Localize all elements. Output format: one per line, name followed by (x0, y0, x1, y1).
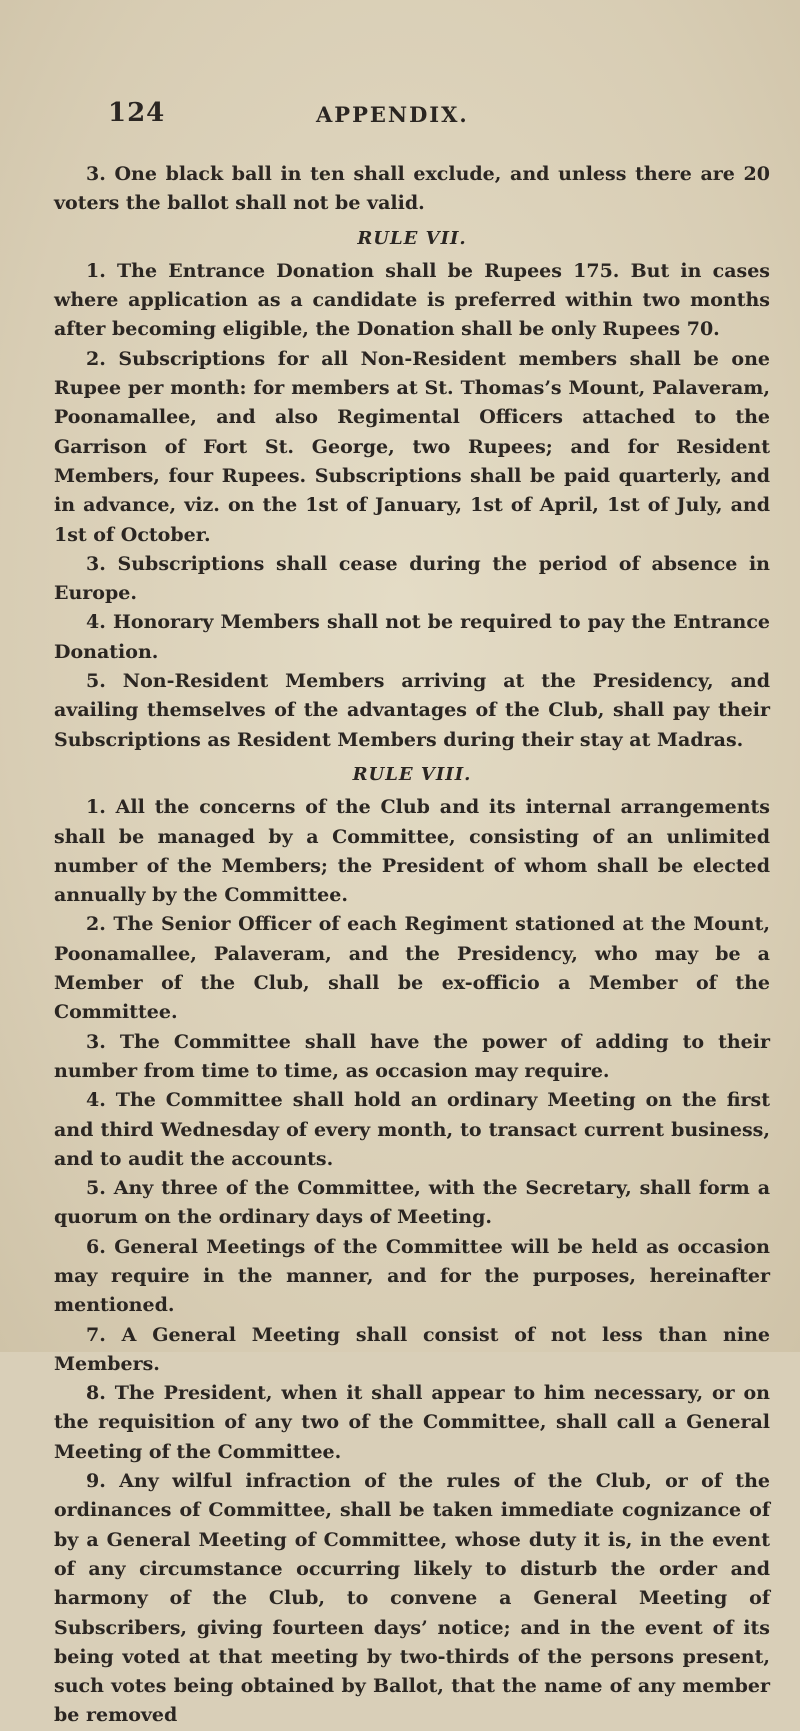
rule-viii-paragraph-1: 1. All the concerns of the Club and its internal arrangements shall be managed by a Committee, consisting of an unlimited number of the Members; the President of whom shall be elected annually by the Committee. (54, 796, 770, 907)
rule-viii-paragraph-7: 7. A General Meeting shall consist of not less than nine Members. (54, 1323, 770, 1375)
rule-vii-paragraph-2: 2. Subscriptions for all Non-Resident members shall be one Rupee per month: for members at St. Thomas’s Mount, Palaveram, Poonamallee, and also Regimental Officers attached to the Garrison of Fort St. George, two Rupees; and for Resident Members, four Rupees. Subscriptions shall be paid quarterly, and in advance, viz. on the 1st of January, 1st of April, 1st of July, and 1st of October. (54, 347, 770, 546)
rule-vii-paragraph-4: 4. Honorary Members shall not be required to pay the Entrance Donation. (54, 611, 770, 663)
rule-vii-paragraph-5: 5. Non-Resident Members arriving at the Presidency, and availing themselves of the advantages of the Club, shall pay their Subscriptions as Resident Members during their stay at Madras. (54, 670, 770, 751)
rule-vii-paragraph-3: 3. Subscriptions shall cease during the period of absence in Europe. (54, 552, 770, 605)
page-number: 124 (108, 98, 166, 128)
body-text (54, 160, 770, 1731)
rule-viii-paragraph-4: 4. The Committee shall hold an ordinary Meeting on the first and third Wednesday of every month, to transact current business, and to audit the accounts. (54, 1089, 770, 1170)
rule-viii-paragraph-8: 8. The President, when it shall appear to him necessary, or on the requisition of any two of the Committee, shall call a General Meeting of the Committee. (54, 1382, 770, 1463)
rule-vii-heading: RULE VII. (357, 227, 467, 249)
rule-viii-paragraph-9: 9. Any wilful infraction of the rules of the Club, or of the ordinances of Committee, shall be taken immediate cognizance of by a General Meeting of Committee, whose duty it is, in the event of any circumstance occurring likely to disturb the order and harmony of the Club, to convene a General Meeting of Subscribers, giving fourteen days’ notice; and in the event of its being voted at that meeting by two-thirds of the persons present, such votes being obtained by Ballot, that the name of any member be removed (54, 1470, 770, 1727)
rule-viii-paragraph-5: 5. Any three of the Committee, with the Secretary, shall form a quorum on the ordinary days of Meeting. (54, 1177, 770, 1229)
rule-vii-paragraph-1: 1. The Entrance Donation shall be Rupees 175. But in cases where application as a candidate is preferred within two months after becoming eligible, the Donation shall be only Rupees 70. (54, 259, 770, 341)
page-header (108, 98, 668, 130)
running-head: APPENDIX. (316, 102, 469, 127)
rule-viii-heading: RULE VIII. (352, 763, 472, 785)
rule-viii-paragraph-6: 6. General Meetings of the Committee will be held as occasion may require in the manner, and for the purposes, hereinafter mentioned. (54, 1235, 770, 1317)
rule-viii-paragraph-2: 2. The Senior Officer of each Regiment stationed at the Mount, Poonamallee, Palaveram, and the Presidency, who may be a Member of the Club, shall be ex-officio a Member of the Committee. (54, 913, 770, 1024)
intro-paragraph: 3. One black ball in ten shall exclude, and unless there are 20 voters the ballot shall not be valid. (54, 163, 770, 215)
rule-viii-paragraph-3: 3. The Committee shall have the power of adding to their number from time to time, as occasion may require. (54, 1030, 770, 1082)
